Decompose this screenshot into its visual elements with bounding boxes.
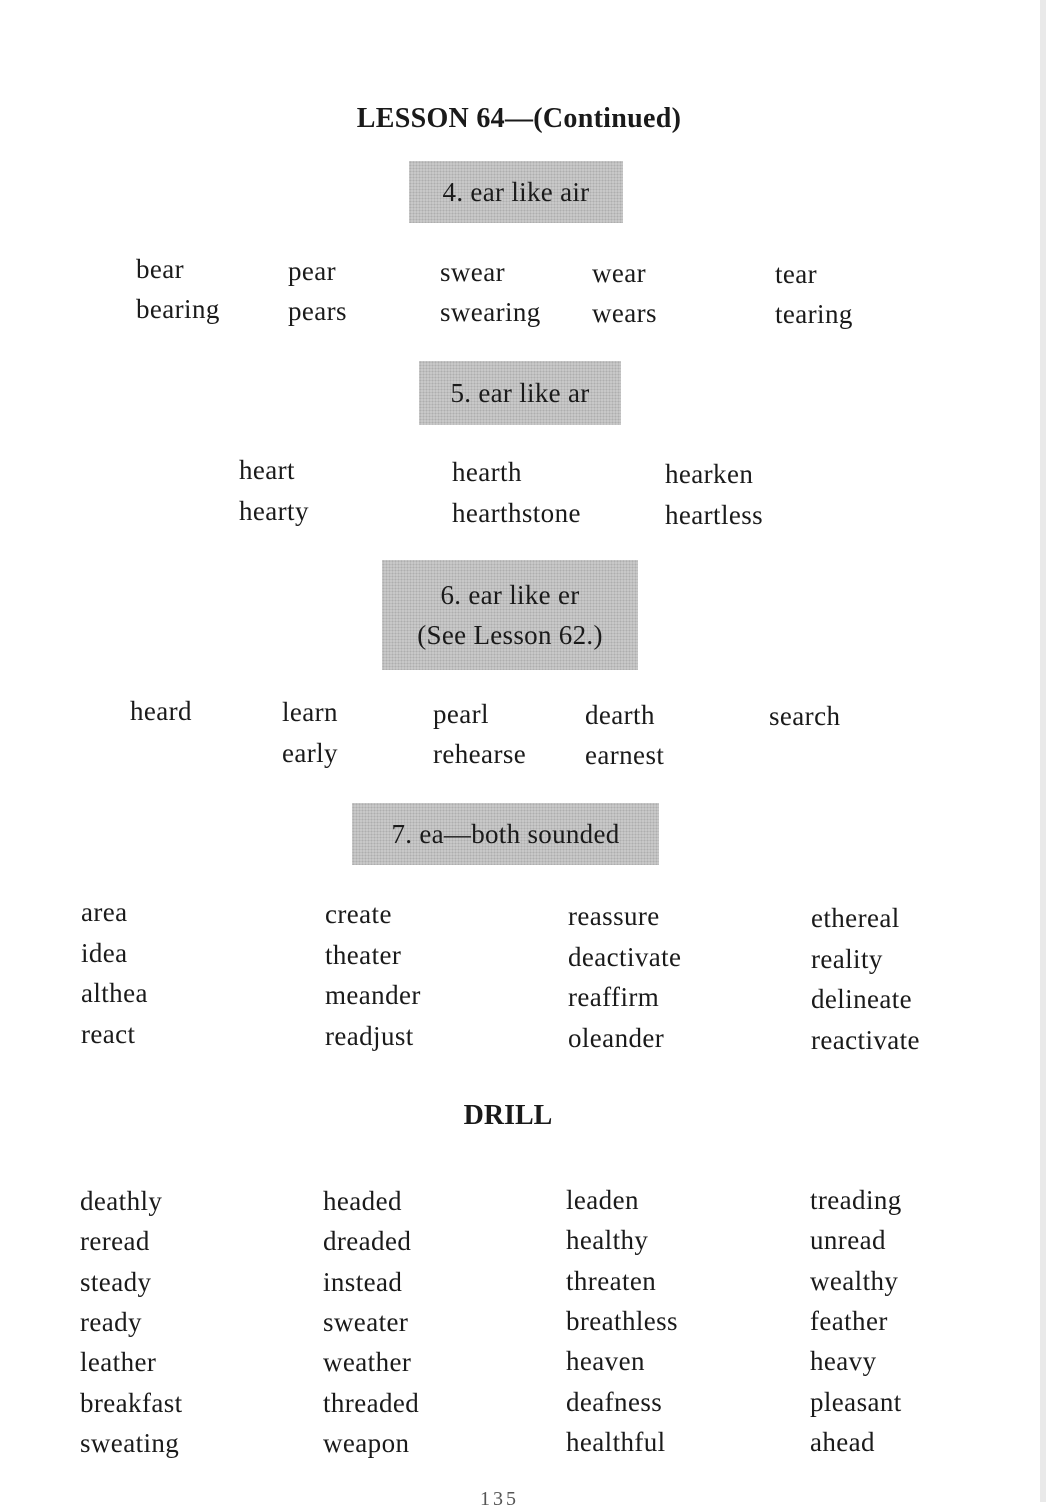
drill-word-entry: wealthy bbox=[810, 1265, 899, 1296]
word-entry: create bbox=[325, 899, 392, 929]
word-entry: delineate bbox=[811, 984, 913, 1014]
word-entry: hearthstone bbox=[452, 498, 581, 528]
section-heading-line: 6. ear like er bbox=[440, 580, 580, 610]
word-entry: reactivate bbox=[811, 1024, 920, 1055]
word-entry: theater bbox=[325, 939, 402, 970]
word-entry: bearing bbox=[136, 294, 220, 324]
drill-word-entry: ready bbox=[80, 1306, 142, 1337]
drill-word-entry: deafness bbox=[566, 1386, 663, 1417]
section-heading-line: (See Lesson 62.) bbox=[417, 620, 603, 650]
word-entry: learn bbox=[282, 697, 338, 727]
word-entry: oleander bbox=[568, 1022, 665, 1053]
drill-word-entry: dreaded bbox=[323, 1226, 412, 1257]
drill-word-entry: leather bbox=[80, 1347, 157, 1378]
word-entry: reassure bbox=[568, 901, 660, 931]
word-entry: heartless bbox=[665, 500, 764, 530]
word-entry: react bbox=[81, 1018, 136, 1049]
drill-word-entry: sweater bbox=[323, 1306, 409, 1337]
drill-word-entry: leaden bbox=[566, 1185, 639, 1215]
word-entry: swear bbox=[440, 257, 505, 287]
drill-word-entry: weather bbox=[323, 1347, 412, 1378]
word-entry: heard bbox=[130, 696, 192, 726]
drill-word-entry: heavy bbox=[810, 1346, 877, 1377]
word-entry: meander bbox=[325, 980, 421, 1010]
page-number: 135 bbox=[480, 1488, 519, 1510]
word-entry: tearing bbox=[775, 299, 853, 329]
word-entry: pearl bbox=[433, 699, 489, 729]
word-entry: area bbox=[81, 897, 128, 927]
word-entry: wear bbox=[592, 258, 647, 288]
word-entry: reaffirm bbox=[568, 982, 660, 1012]
word-entry: ethereal bbox=[811, 903, 900, 933]
drill-word-entry: sweating bbox=[80, 1427, 180, 1458]
section-heading-box bbox=[419, 361, 621, 425]
drill-word-entry: reread bbox=[80, 1226, 150, 1257]
word-entry: search bbox=[769, 701, 841, 731]
word-entry: readjust bbox=[325, 1020, 414, 1051]
section-heading-line: 5. ear like ar bbox=[450, 378, 590, 408]
section-heading-box bbox=[352, 803, 659, 865]
drill-word-entry: pleasant bbox=[810, 1386, 902, 1417]
drill-word-entry: treading bbox=[810, 1185, 902, 1215]
word-entry: pear bbox=[288, 256, 337, 286]
word-entry: deactivate bbox=[568, 941, 682, 972]
drill-word-entry: heaven bbox=[566, 1346, 645, 1377]
word-entry: tear bbox=[775, 259, 818, 289]
word-entry: rehearse bbox=[433, 739, 527, 769]
page-title: LESSON 64—(Continued) bbox=[356, 103, 682, 134]
word-entry: bear bbox=[136, 254, 185, 284]
word-entry: earnest bbox=[585, 740, 665, 770]
drill-word-entry: headed bbox=[323, 1186, 402, 1216]
drill-word-entry: ahead bbox=[810, 1426, 875, 1457]
drill-heading: DRILL bbox=[463, 1100, 553, 1131]
drill-word-entry: weapon bbox=[323, 1427, 410, 1458]
drill-word-entry: unread bbox=[810, 1225, 886, 1256]
word-entry: swearing bbox=[440, 297, 541, 327]
section-heading-line: 4. ear like air bbox=[442, 177, 590, 207]
section-heading-box bbox=[382, 560, 638, 670]
word-entry: dearth bbox=[585, 700, 655, 730]
word-entry: reality bbox=[811, 943, 883, 974]
page-edge bbox=[1040, 0, 1046, 1502]
drill-word-entry: instead bbox=[323, 1266, 403, 1297]
word-entry: pears bbox=[288, 296, 347, 326]
drill-word-entry: threaded bbox=[323, 1387, 420, 1418]
word-entry: wears bbox=[592, 298, 657, 328]
word-entry: heart bbox=[239, 455, 295, 485]
drill-word-entry: steady bbox=[80, 1266, 152, 1297]
word-entry: hearth bbox=[452, 457, 522, 487]
drill-word-entry: feather bbox=[810, 1305, 888, 1336]
word-entry: hearty bbox=[239, 496, 309, 526]
drill-word-entry: healthful bbox=[566, 1426, 666, 1457]
drill-word-entry: healthy bbox=[566, 1225, 649, 1256]
drill-word-entry: threaten bbox=[566, 1265, 657, 1296]
drill-word-entry: deathly bbox=[80, 1186, 163, 1216]
word-entry: althea bbox=[81, 978, 148, 1008]
word-entry: idea bbox=[81, 937, 128, 968]
word-entry: hearken bbox=[665, 459, 754, 489]
drill-word-entry: breathless bbox=[566, 1305, 678, 1336]
word-entry: early bbox=[282, 738, 338, 768]
section-heading-box bbox=[409, 161, 623, 223]
drill-word-entry: breakfast bbox=[80, 1387, 183, 1418]
section-heading-line: 7. ea—both sounded bbox=[391, 819, 620, 849]
